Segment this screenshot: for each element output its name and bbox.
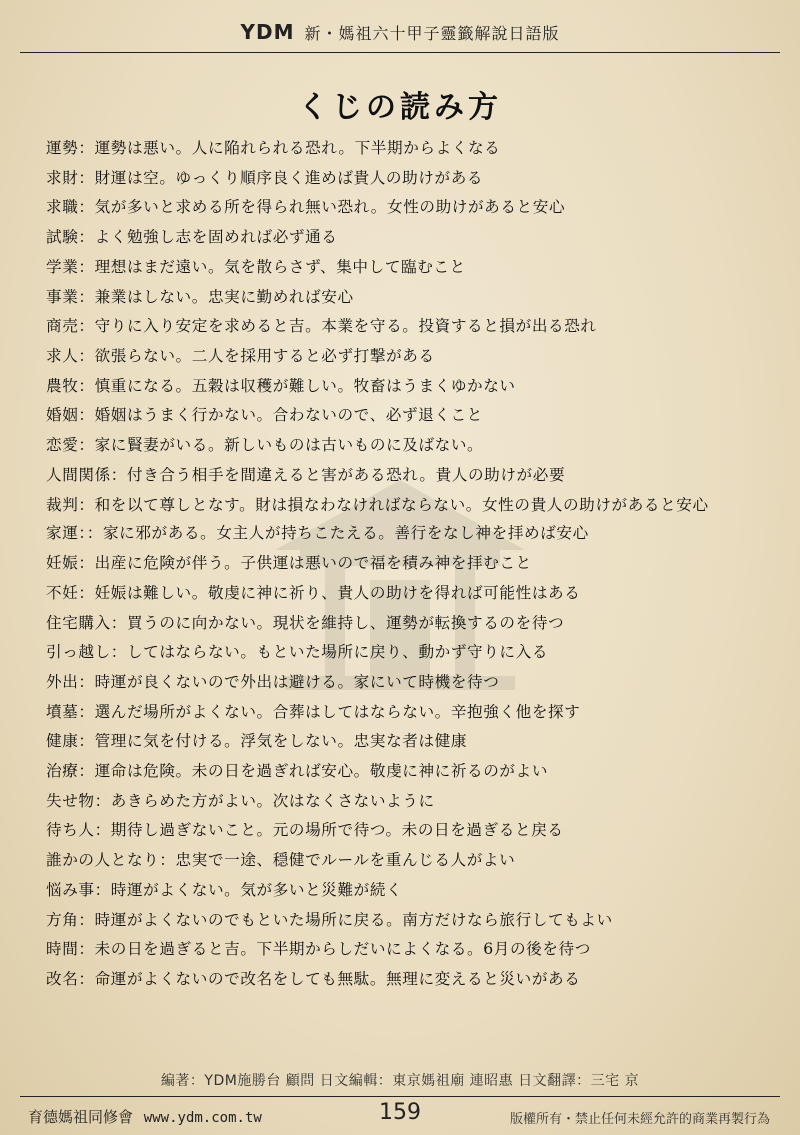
org-name: 育德媽祖同修會 <box>28 1108 134 1126</box>
reading-entry: 住宅購入：買うのに向かない。現状を維持し、運勢が転換するのを待つ <box>46 613 565 632</box>
reading-entry: 待ち人：期待し過ぎないこと。元の場所で待つ。未の日を過ぎると戻る <box>46 821 564 840</box>
reading-entry: 求人：欲張らない。二人を採用すると必ず打撃がある <box>46 346 435 365</box>
fortune-reading-list <box>46 134 762 995</box>
reading-entry: 恋愛：家に賢妻がいる。新しいものは古いものに及ばない。 <box>46 436 484 455</box>
reading-entry: 妊娠：出産に危険が伴う。子供運は悪いので福を積み神を拝むこと <box>46 554 532 573</box>
reading-entry: 商売：守りに入り安定を求めると吉。本業を守る。投資すると損が出る恐れ <box>46 317 597 336</box>
book-title: 新・媽祖六十甲子靈籤解說日語版 <box>304 23 560 43</box>
page-title: くじの読み方 <box>298 90 502 125</box>
reading-entry: 農牧：慎重になる。五穀は収穫が難しい。牧畜はうまくゆかない <box>46 376 516 395</box>
reading-entry: 求財：財運は空。ゆっくり順序良く進めば貴人の助けがある <box>46 168 484 187</box>
reading-entry: 学業：理想はまだ遠い。気を散らさず、集中して臨むこと <box>46 257 466 276</box>
reading-entry: 裁判：和を以て尊しとなす。財は損なわなければならない。女性の貴人の助けがあると安心 <box>46 496 709 515</box>
copyright-notice: 版權所有・禁止任何未經允許的商業再製行為 <box>509 1112 770 1127</box>
reading-entry: 事業：兼業はしない。忠実に勤めれば安心 <box>46 287 354 306</box>
reading-entry: 不妊：妊娠は難しい。敬虔に神に祈り、貴人の助けを得れば可能性はある <box>46 583 581 602</box>
reading-entry: 求職：気が多いと求める所を得られ無い恐れ。女性の助けがあると安心 <box>46 198 566 217</box>
reading-entry: 時間：未の日を過ぎると吉。下半期からしだいによくなる。6月の後を待つ <box>46 940 591 959</box>
website-link[interactable]: www.ydm.com.tw <box>143 1110 262 1126</box>
reading-entry: 方角：時運がよくないのでもといた場所に戻る。南方だけなら旅行してもよい <box>46 910 613 929</box>
reading-entry: 治療：運命は危険。未の日を過ぎれば安心。敬虔に神に祈るのがよい <box>46 762 549 781</box>
page-number: 159 <box>379 1100 421 1125</box>
reading-entry: 引っ越し：してはならない。もといた場所に戻り、動かず守りに入る <box>46 643 549 662</box>
reading-entry: 誰かの人となり：忠実で一途、穏健でルールを重んじる人がよい <box>46 851 516 870</box>
reading-entry: 試験：よく勉強し志を固めれば必ず通る <box>46 228 338 247</box>
credits-line: 編著：YDM施勝台 顧問 日文編輯：東京媽祖廟 連昭惠 日文翻譯：三宅 京 <box>160 1073 640 1089</box>
reading-entry: 悩み事：時運がよくない。気が多いと災難が続く <box>46 880 403 899</box>
reading-entry: 外出：時運が良くないので外出は避ける。家にいて時機を待つ <box>46 672 500 691</box>
ydm-logo: YDM <box>240 20 295 44</box>
reading-entry: 墳墓：選んだ場所がよくない。合葬はしてはならない。辛抱強く他を探す <box>46 702 581 721</box>
header-divider <box>20 52 780 53</box>
reading-entry: 運勢：運勢は悪い。人に陥れられる恐れ。下半期からよくなる <box>46 139 501 157</box>
page-header <box>0 18 800 46</box>
reading-entry: 健康：管理に気を付ける。浮気をしない。忠実な者は健康 <box>46 732 468 751</box>
reading-entry: 家運：：家に邪がある。女主人が持ちこたえる。善行をなし神を拝めば安心 <box>46 524 589 543</box>
footer-divider <box>20 1096 780 1097</box>
reading-entry: 改名：命運がよくないので改名をしても無駄。無理に変えると災いがある <box>46 969 581 988</box>
reading-entry: 失せ物：あきらめた方がよい。次はなくさないように <box>46 791 435 810</box>
reading-entry: 婚姻：婚姻はうまく行かない。合わないので、必ず退くこと <box>46 406 483 425</box>
reading-entry: 人間関係：付き合う相手を間違えると害がある恐れ。貴人の助けが必要 <box>46 465 566 484</box>
